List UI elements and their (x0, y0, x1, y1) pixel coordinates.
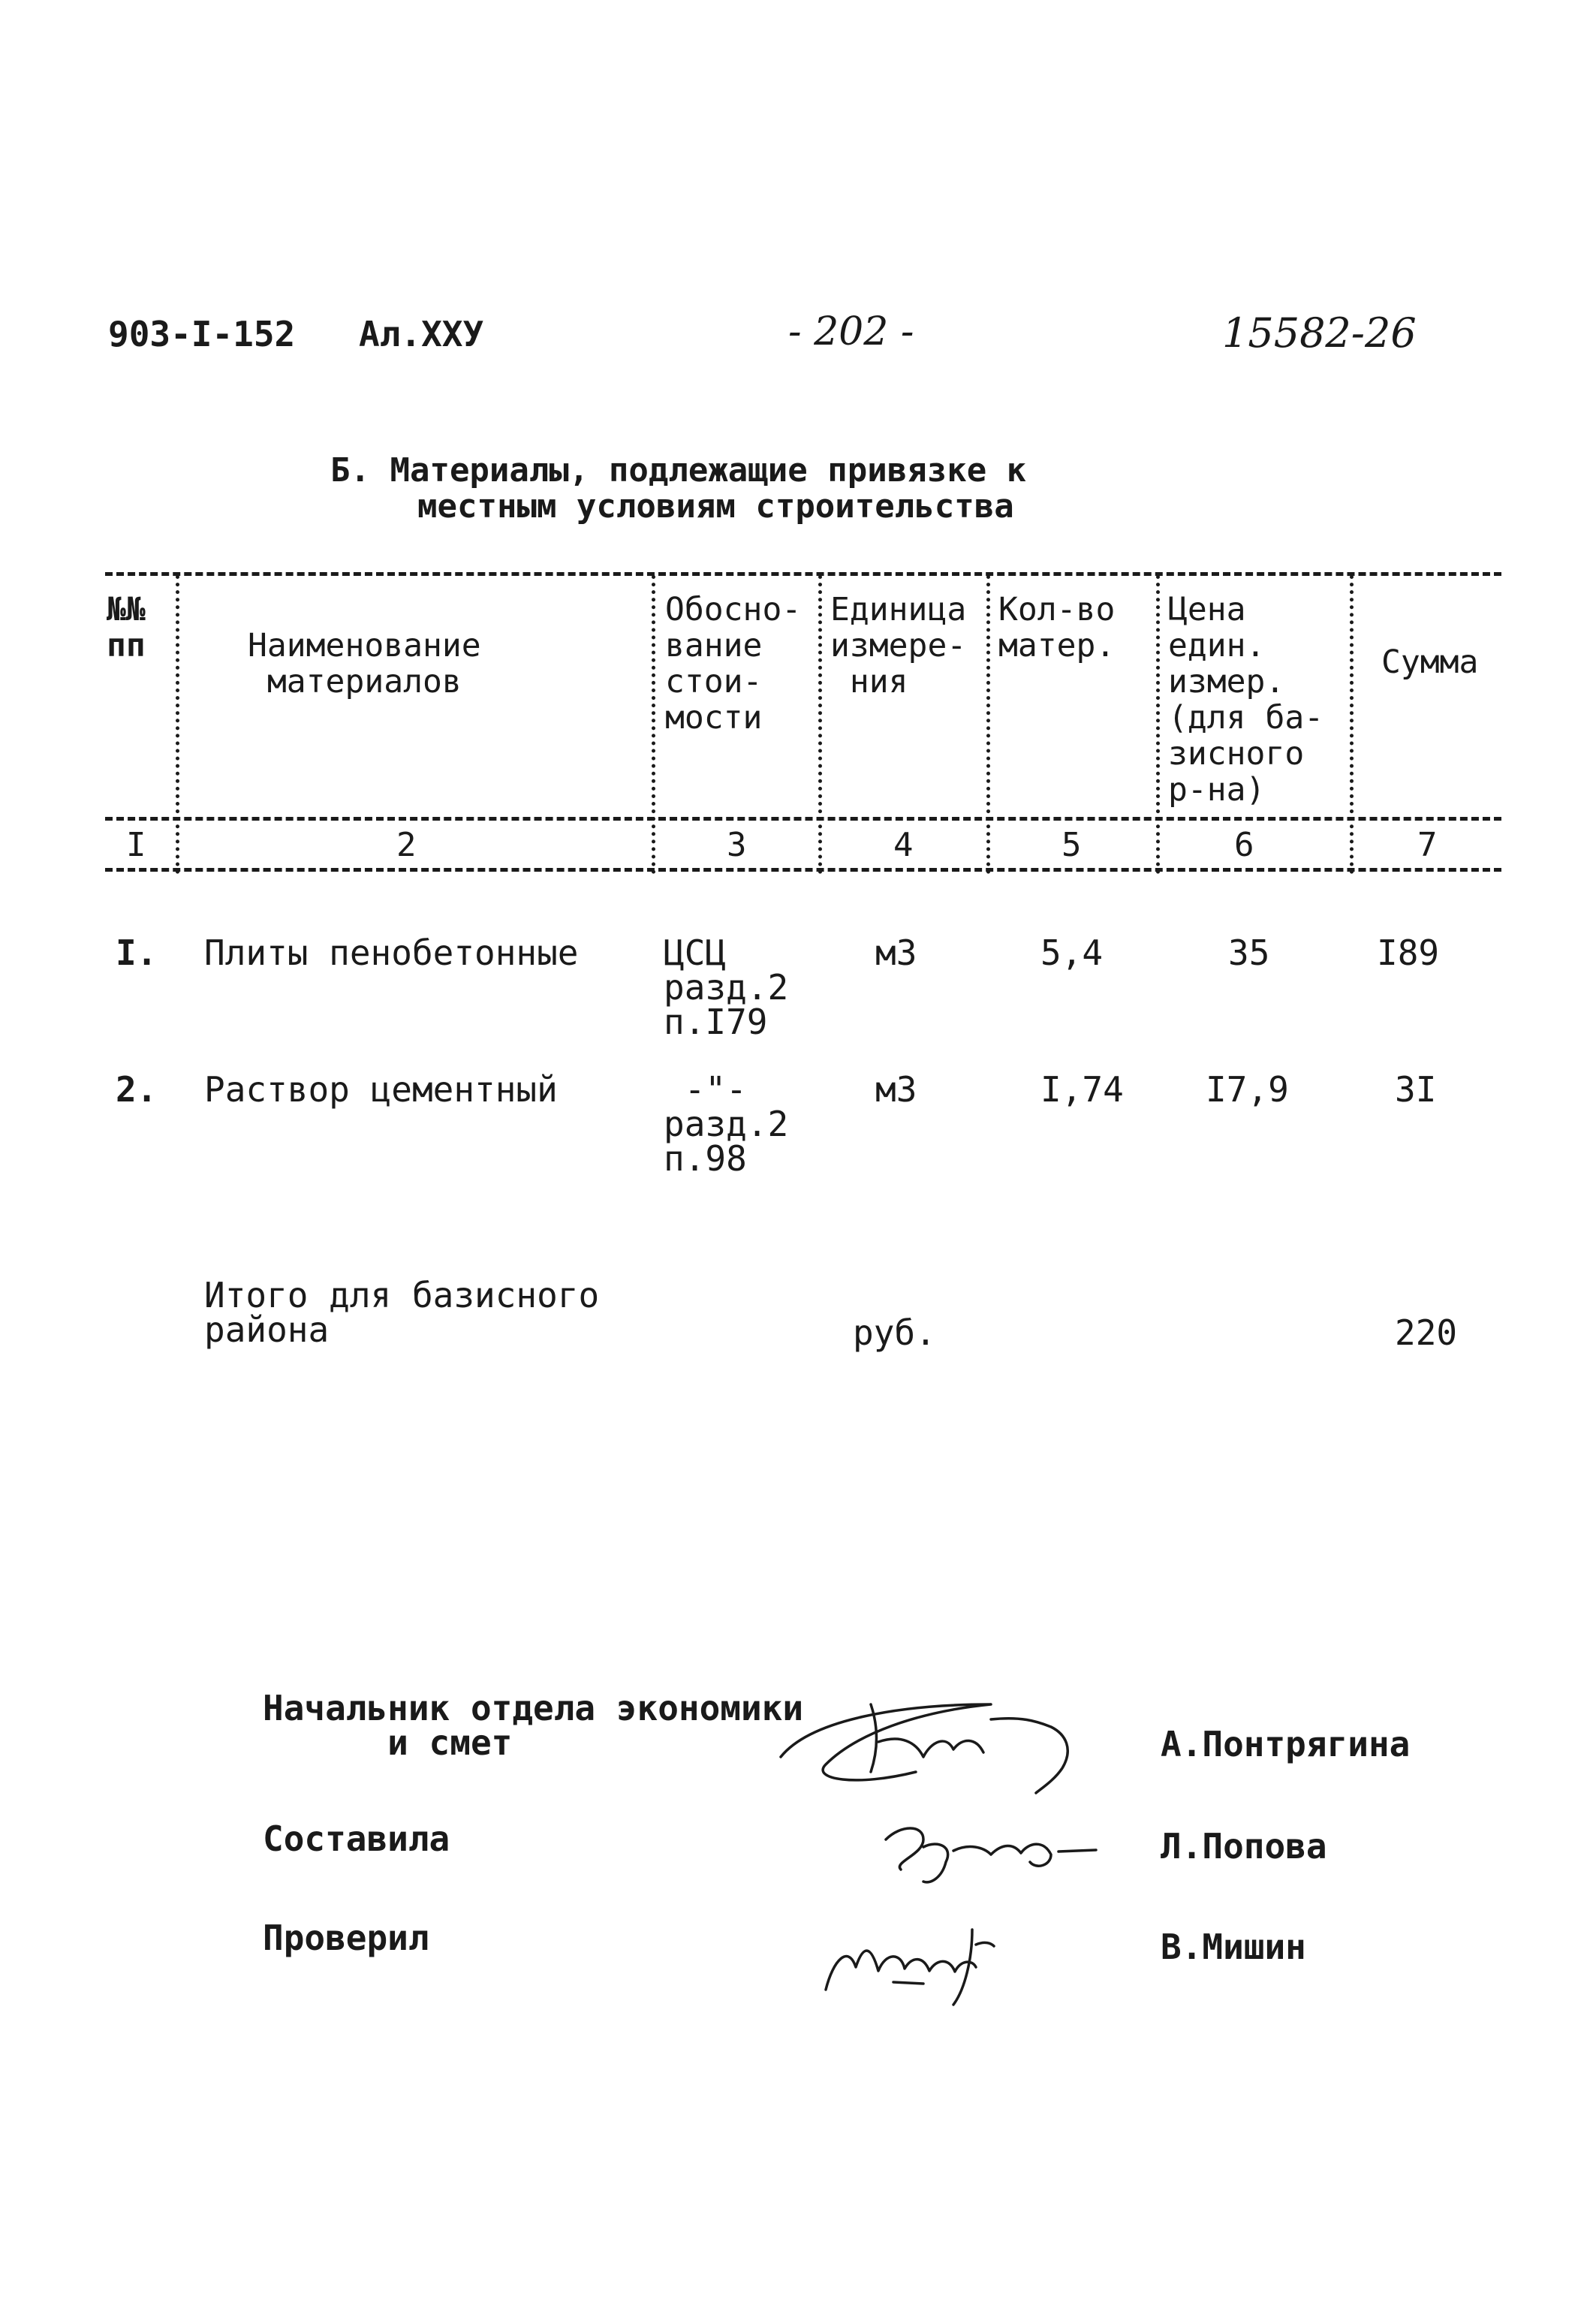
quantity: 5,4 (1040, 933, 1104, 973)
signer-name-head: А.Понтрягина (1161, 1724, 1411, 1764)
unit-price: I7,9 (1206, 1069, 1289, 1110)
col-number: 6 (1234, 826, 1254, 864)
total-unit: руб. (853, 1312, 936, 1353)
col-divider (986, 575, 990, 874)
section-title-line2: местным условиям строительства (417, 487, 1014, 526)
row-sum: I89 (1377, 933, 1440, 973)
column-numbers-rule (105, 868, 1501, 872)
col-number: 3 (727, 826, 747, 864)
col-number: 2 (396, 826, 417, 864)
col-number: I (126, 826, 146, 864)
col-header-sum: Сумма (1381, 643, 1479, 681)
col-divider (652, 575, 655, 874)
signer-name-compiled: Л.Попова (1161, 1826, 1327, 1867)
signer-name-checked: В.Мишин (1161, 1927, 1306, 1967)
unit: м3 (875, 933, 917, 973)
material-name: Плиты пенобетонные (204, 933, 579, 973)
row-number: I. (116, 933, 158, 973)
price-basis: ЦСЦ разд.2 п.I79 (664, 933, 789, 1042)
col-number: 5 (1061, 826, 1082, 864)
signer-role-head: Начальник отдела экономики и смет (263, 1688, 804, 1763)
col-divider (1156, 575, 1160, 874)
total-sum: 220 (1395, 1312, 1458, 1353)
total-label: Итого для базисного района (204, 1275, 600, 1350)
col-header-no: №№ пп (107, 591, 146, 664)
section-title-line1: Б. Материалы, подлежащие привязке к (330, 451, 1027, 490)
material-name: Раствор цементный (204, 1069, 558, 1110)
table-top-rule (105, 572, 1501, 576)
page-number: - 202 - (788, 309, 914, 354)
col-number: 7 (1417, 826, 1438, 864)
inventory-number: 15582-26 (1222, 309, 1417, 357)
row-sum: 3I (1395, 1069, 1437, 1110)
quantity: I,74 (1040, 1069, 1124, 1110)
signature-checked (811, 1900, 1006, 2012)
signature-compiled (871, 1809, 1111, 1892)
col-header-name: Наименование материалов (248, 627, 481, 701)
col-header-basis: Обосно- вание стои- мости (665, 591, 802, 737)
unit-price: 35 (1228, 933, 1270, 973)
col-number: 4 (893, 826, 914, 864)
sheet-label: Ал.XXУ (359, 314, 484, 354)
col-header-price: Цена един. измер. (для ба- зисного р-на) (1168, 591, 1324, 809)
col-divider (818, 575, 822, 874)
signature-head (766, 1674, 1126, 1802)
signer-role-checked: Проверил (263, 1918, 429, 1958)
col-divider (1350, 575, 1354, 874)
col-header-qty: Кол-во матер. (998, 591, 1116, 664)
price-basis: -"- разд.2 п.98 (664, 1069, 789, 1179)
col-header-unit: Единица измере- ния (830, 591, 967, 701)
row-number: 2. (116, 1069, 158, 1110)
col-divider (176, 575, 179, 874)
signer-role-compiled: Составила (263, 1818, 450, 1859)
doc-code: 903-I-152 (108, 314, 296, 354)
header-bottom-rule (105, 817, 1501, 821)
unit: м3 (875, 1069, 917, 1110)
